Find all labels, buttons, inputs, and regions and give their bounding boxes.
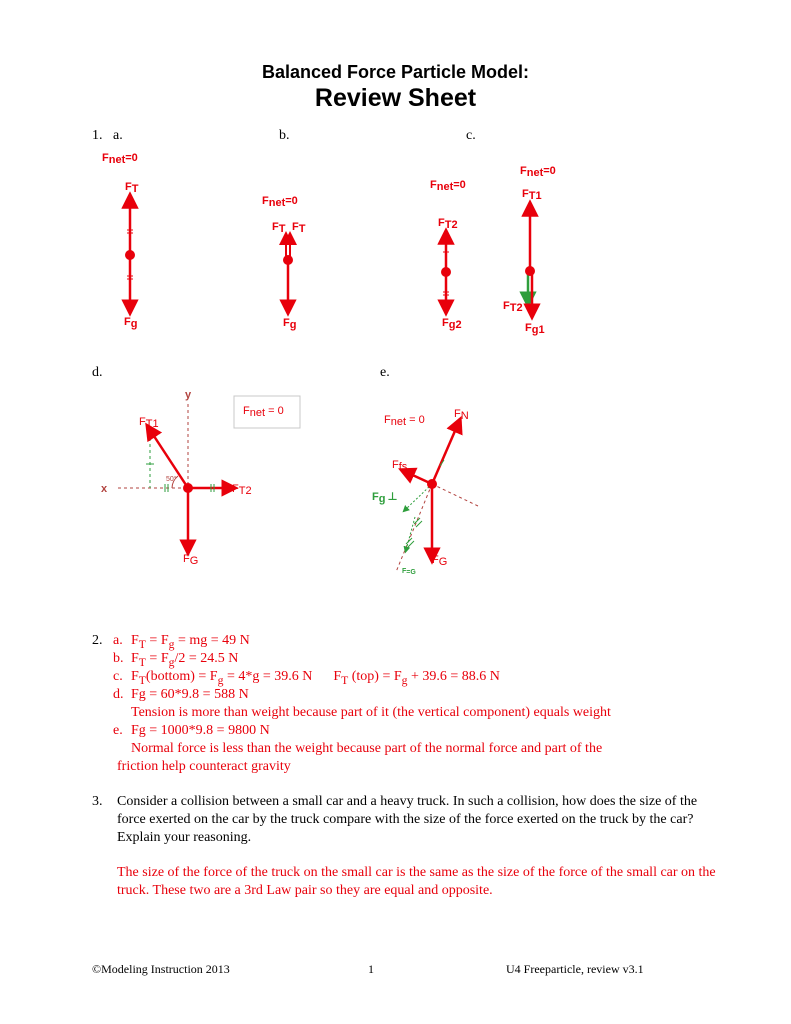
- svg-text:FT2: FT2: [503, 300, 523, 314]
- svg-text:Fg2: Fg2: [442, 317, 462, 331]
- ft2-label-b: F: [292, 221, 299, 233]
- ft1-label-d: F: [139, 416, 146, 428]
- fnet-label-c1: F: [430, 179, 437, 191]
- ft2-label-c2: F: [503, 300, 510, 312]
- fg1-label-c2: F: [525, 322, 532, 334]
- fg-label-a: F: [124, 316, 131, 328]
- svg-text:Fnet=0: Fnet=0: [262, 195, 298, 209]
- fg2-label-c1: F: [442, 317, 449, 329]
- q2-number: 2.: [92, 633, 103, 648]
- diagram-b: [262, 195, 306, 331]
- diagram-a: [102, 152, 139, 330]
- q1-label-b: b.: [279, 128, 290, 143]
- q2e-note2: friction help counteract gravity: [117, 759, 291, 774]
- fgperp-label-e: F: [372, 491, 379, 503]
- svg-text:F=G: F=G: [402, 568, 416, 576]
- sheet-title: Review Sheet: [314, 84, 477, 112]
- q2e-text: Fg = 1000*9.8 = 9800 N: [131, 723, 270, 738]
- q2a-text: $F_T = F_g$ = mg = 49 N: [131, 633, 250, 651]
- q1-label-a: a.: [113, 128, 123, 143]
- diagram-d: [101, 389, 300, 567]
- y-axis-label: y: [185, 389, 192, 401]
- svg-text:Fg⊥: Fg ⊥: [372, 491, 398, 505]
- q2c-text: $F_T(bottom) = F_g = 4*g = 39.6$ N $F_T$ $(top) = F_g + 39.6 = 88.6$ N: [131, 669, 500, 687]
- diagram-c1: [430, 179, 466, 331]
- fn-label-e: F: [454, 408, 461, 420]
- ffs-label-e: F: [392, 459, 399, 471]
- angle-label: 50°: [166, 476, 177, 483]
- fnet-label-d: F: [243, 405, 250, 417]
- q1-label-e: e.: [380, 365, 390, 380]
- ft1-label-c2: F: [522, 188, 529, 200]
- q2b-label: b.: [113, 651, 124, 666]
- q1-label-d: d.: [92, 365, 103, 380]
- q2d-note: Tension is more than weight because part of it (the vertical component) equals weight: [131, 705, 611, 720]
- fg-label-d: F: [183, 553, 190, 565]
- svg-text:Fnet=0: Fnet=0: [102, 152, 138, 166]
- svg-text:Ffs: Ffs: [392, 459, 408, 473]
- footer-page-number: 1: [368, 962, 374, 976]
- fnet-label-c2: F: [520, 165, 527, 177]
- svg-text:Fnet=0: Fnet=0: [520, 165, 556, 179]
- fgpar-label-e: F: [402, 568, 407, 575]
- svg-text:FT: FT: [292, 221, 306, 235]
- svg-text:Fg: Fg: [283, 317, 297, 331]
- q3-question: Consider a collision between a small car and a heavy truck. In such a collision, how does the size of the force exerted on the car by the truck compare with the size of the force exerted on the truck by the car? Explain your reasoning.: [117, 794, 698, 845]
- svg-text:FT1: FT1: [522, 188, 542, 202]
- q2a-label: a.: [113, 633, 123, 648]
- svg-text:Fnet = 0: Fnet = 0: [243, 405, 284, 419]
- diagram-e: [372, 408, 478, 576]
- x-axis-label: x: [101, 483, 108, 495]
- q2e-note1: Normal force is less than the weight because part of the normal force and part of the: [131, 741, 603, 756]
- ft-label-a: F: [125, 181, 132, 193]
- q3-answer: The size of the force of the truck on the small car is the same as the size of the force of the small car on the truck. These two are a 3rd Law pair so they are equal and opposite.: [117, 865, 716, 898]
- svg-text:FT2: FT2: [232, 483, 252, 497]
- fnet-label-e: F: [384, 414, 391, 426]
- svg-text:FG: FG: [432, 554, 448, 568]
- svg-text:FG: FG: [183, 553, 199, 567]
- svg-text:FT: FT: [125, 181, 139, 195]
- diagram-c2: [503, 165, 556, 336]
- q2b-text: $F_T = F_g/2 = 24.5$ N: [131, 651, 239, 669]
- q2d-label: d.: [113, 687, 124, 702]
- q2e-label: e.: [113, 723, 123, 738]
- q3-number: 3.: [92, 794, 103, 809]
- fg-label-b: F: [283, 317, 290, 329]
- svg-text:FN: FN: [454, 408, 469, 422]
- diagrams-abc: [0, 0, 791, 360]
- fnet-label-a: F: [102, 152, 109, 164]
- q2d-text: Fg = 60*9.8 = 588 N: [131, 687, 249, 702]
- svg-text:FT2: FT2: [438, 217, 458, 231]
- diagrams-de: [0, 380, 791, 590]
- q1-number: 1.: [92, 128, 103, 143]
- svg-text:FT: FT: [272, 221, 286, 235]
- svg-text:Fg1: Fg1: [525, 322, 545, 336]
- ft2-label-d: F: [232, 483, 239, 495]
- svg-text:Fg: Fg: [124, 316, 138, 330]
- svg-text:Fnet=0: Fnet=0: [430, 179, 466, 193]
- fg-label-e: F: [432, 554, 439, 566]
- svg-text:FT1: FT1: [139, 416, 159, 430]
- footer-doc-id: U4 Freeparticle, review v3.1: [506, 962, 644, 976]
- footer-copyright: ©Modeling Instruction 2013: [92, 962, 230, 976]
- sheet-heading: Balanced Force Particle Model:: [261, 62, 530, 82]
- fnet-label-b: F: [262, 195, 269, 207]
- q1-label-c: c.: [466, 128, 476, 143]
- svg-text:Fnet = 0: Fnet = 0: [384, 414, 425, 428]
- ft1-label-b: F: [272, 221, 279, 233]
- ft2-label-c1: F: [438, 217, 445, 229]
- q2c-label: c.: [113, 669, 123, 684]
- fn-arrow-e: [432, 424, 458, 484]
